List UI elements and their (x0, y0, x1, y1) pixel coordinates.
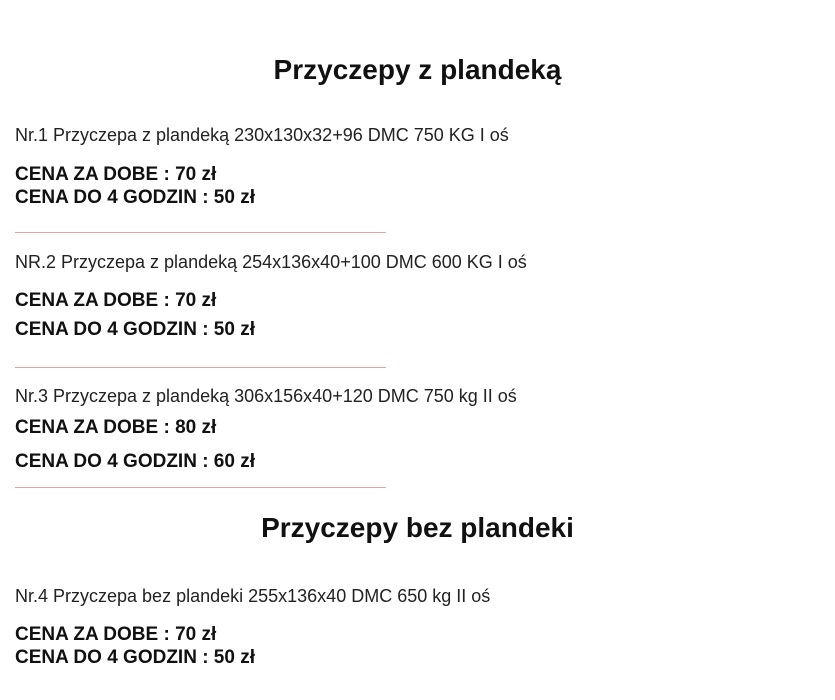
section-heading-with-tarp: Przyczepy z plandeką (273, 54, 562, 85)
trailer-title-4: Nr.4 Przyczepa bez plandeki 255x136x40 DMC 650 kg II oś (15, 586, 491, 606)
price-4-hours-2: CENA DO 4 GODZIN : 50 zł (15, 319, 255, 340)
price-per-day-2: CENA ZA DOBE : 70 zł (15, 290, 217, 311)
trailer-title-1: Nr.1 Przyczepa z plandeką 230x130x32+96 DMC 750 KG I oś (15, 125, 509, 145)
divider (15, 232, 386, 233)
price-4-hours-4: CENA DO 4 GODZIN : 50 zł (15, 647, 255, 668)
divider (15, 487, 386, 488)
price-per-day-4: CENA ZA DOBE : 70 zł (15, 624, 217, 645)
trailer-title-3: Nr.3 Przyczepa z plandeką 306x156x40+120 DMC 750 kg II oś (15, 386, 517, 406)
price-per-day-3: CENA ZA DOBE : 80 zł (15, 417, 217, 438)
section-heading-without-tarp: Przyczepy bez plandeki (261, 512, 574, 543)
price-per-day-1: CENA ZA DOBE : 70 zł (15, 164, 217, 185)
price-4-hours-3: CENA DO 4 GODZIN : 60 zł (15, 451, 255, 472)
trailer-title-2: NR.2 Przyczepa z plandeką 254x136x40+100 DMC 600 KG I oś (15, 252, 527, 272)
divider (15, 367, 386, 368)
price-4-hours-1: CENA DO 4 GODZIN : 50 zł (15, 187, 255, 208)
